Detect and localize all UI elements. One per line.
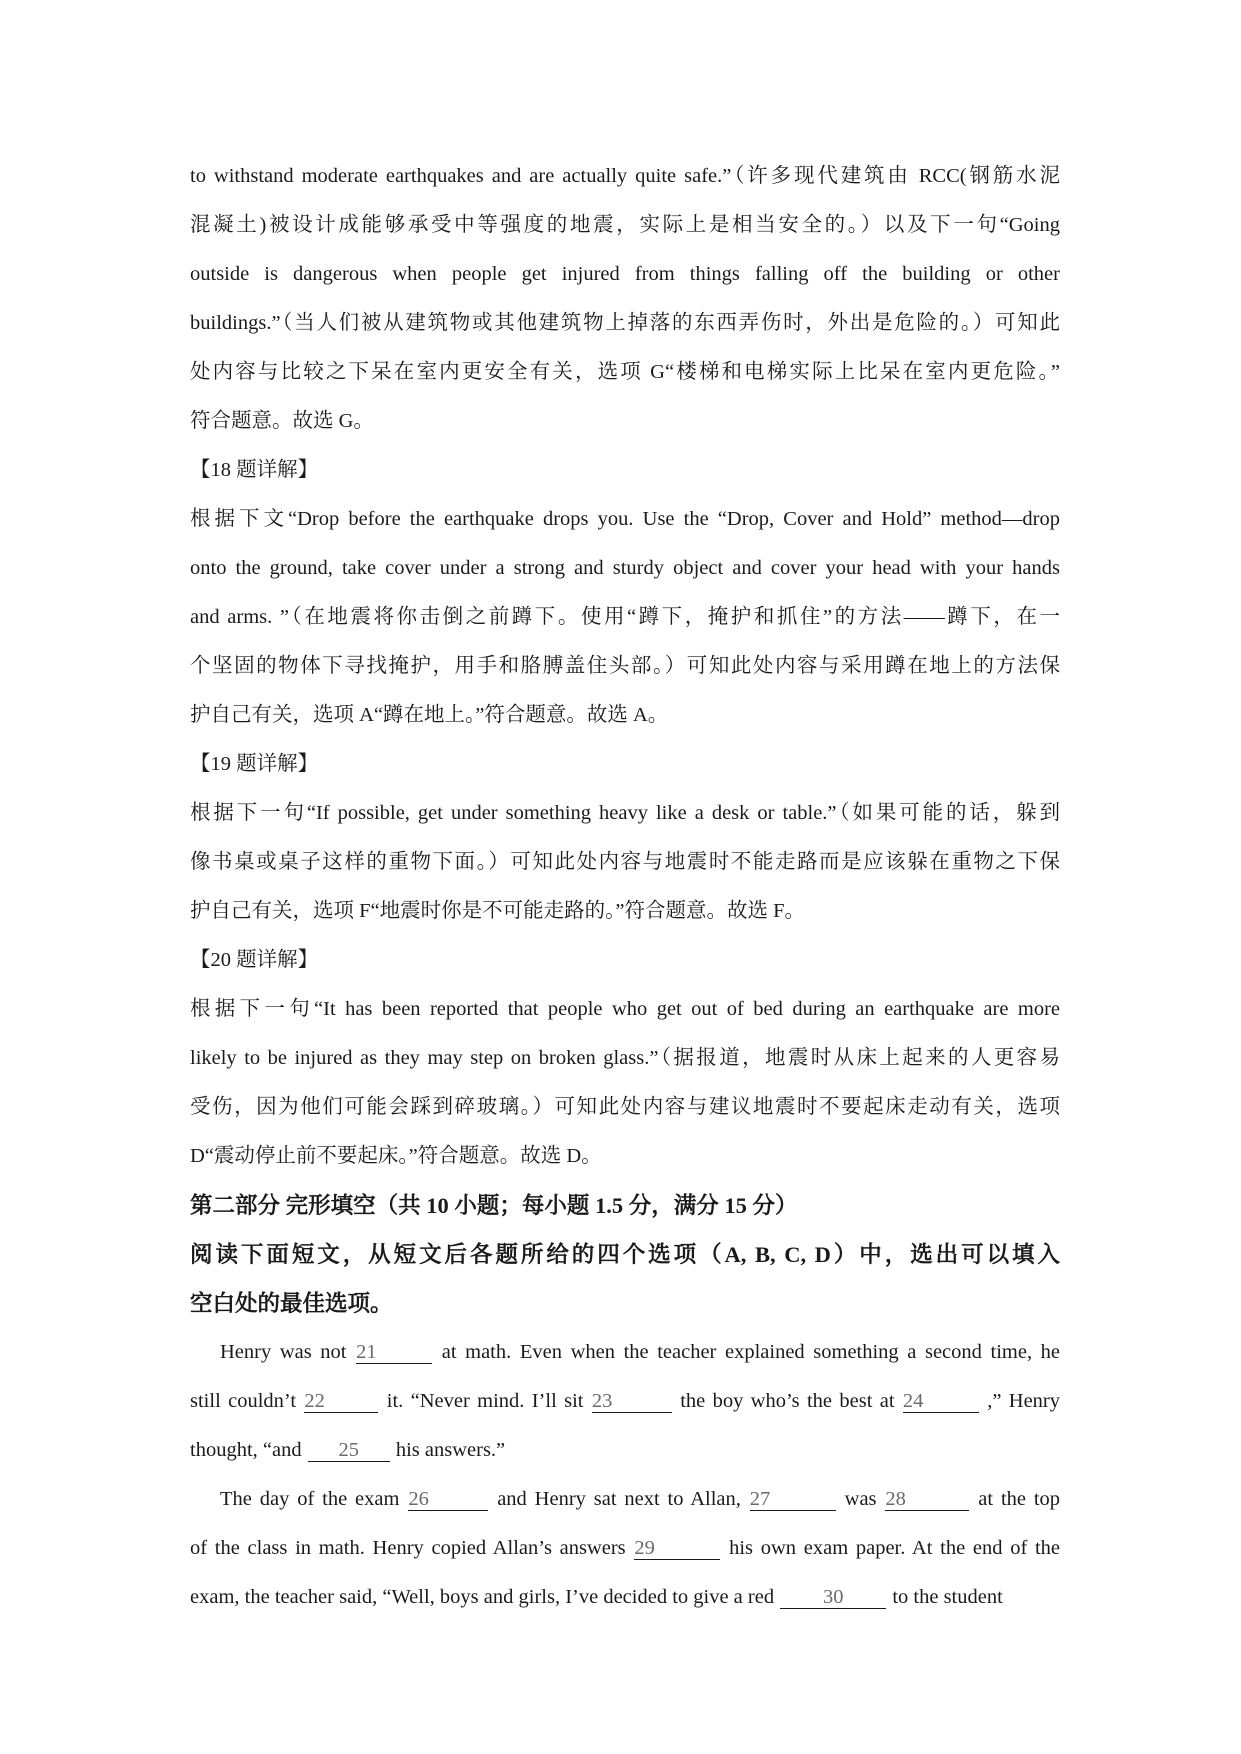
passage-text: and Henry sat next to Allan, bbox=[497, 1488, 741, 1510]
blank-21[interactable]: 21 bbox=[356, 1341, 432, 1364]
text-line: 受伤，因为他们可能会踩到碎玻璃。）可知此处内容与建议地震时不要起床走动有关，选项 bbox=[190, 1096, 1060, 1118]
text-line: 像书桌或桌子这样的重物下面。）可知此处内容与地震时不能走路而是应该躲在重物之下保 bbox=[190, 851, 1060, 873]
passage-line bbox=[190, 1524, 1060, 1573]
text-line: outside is dangerous when people get injured from things falling off the building or other bbox=[190, 263, 1060, 285]
solution-heading-19: 【19 题详解】 bbox=[190, 753, 319, 775]
page-content bbox=[190, 152, 1060, 1622]
blank-26[interactable]: 26 bbox=[408, 1488, 488, 1511]
solution-heading-18: 【18 题详解】 bbox=[190, 459, 319, 481]
section-instruction: 空白处的最佳选项。 bbox=[190, 1291, 393, 1316]
passage-text: still couldn’t bbox=[190, 1390, 297, 1412]
passage-text: his answers.” bbox=[395, 1439, 506, 1461]
blank-24[interactable]: 24 bbox=[903, 1390, 979, 1413]
blank-27[interactable]: 27 bbox=[750, 1488, 836, 1511]
text-line: 根据下一句“It has been reported that people who get out of bed during an earthquake are more bbox=[190, 998, 1060, 1020]
passage-text: to the student bbox=[892, 1586, 1003, 1608]
passage-text: the boy who’s the best at bbox=[680, 1390, 895, 1412]
passage-text: The day of the exam bbox=[220, 1488, 400, 1510]
text-line: likely to be injured as they may step on broken glass.”（据报道，地震时从床上起来的人更容易 bbox=[190, 1047, 1060, 1069]
passage-text: of the class in math. Henry copied Allan’s answers bbox=[190, 1537, 626, 1559]
passage-line bbox=[190, 1377, 1060, 1426]
passage-line bbox=[190, 1426, 1060, 1475]
passage-line bbox=[190, 1328, 1060, 1377]
text-line: 个坚固的物体下寻找掩护，用手和胳膊盖住头部。）可知此处内容与采用蹲在地上的方法保 bbox=[190, 655, 1060, 677]
blank-28[interactable]: 28 bbox=[885, 1488, 969, 1511]
passage-text: at math. Even when the teacher explained something a second time, he bbox=[441, 1341, 1060, 1363]
passage-text: thought, “and bbox=[190, 1439, 302, 1461]
text-line: to withstand moderate earthquakes and are actually quite safe.”（许多现代建筑由 RCC(钢筋水泥 bbox=[190, 165, 1060, 187]
text-line: 根据下一句“If possible, get under something heavy like a desk or table.”（如果可能的话，躲到 bbox=[190, 802, 1060, 824]
text-line: buildings.”（当人们被从建筑物或其他建筑物上掉落的东西弄伤时，外出是危险的。）可知此 bbox=[190, 312, 1060, 334]
passage-text: his own exam paper. At the end of the bbox=[729, 1537, 1060, 1559]
text-line: 符合题意。故选 G。 bbox=[190, 410, 374, 432]
text-line: and arms. ”（在地震将你击倒之前蹲下。使用“蹲下，掩护和抓住”的方法——蹲下，在一 bbox=[190, 606, 1060, 628]
passage-text: it. “Never mind. I’ll sit bbox=[386, 1390, 584, 1412]
blank-23[interactable]: 23 bbox=[592, 1390, 672, 1413]
text-line: 护自己有关，选项 F“地震时你是不可能走路的。”符合题意。故选 F。 bbox=[190, 900, 805, 922]
blank-22[interactable]: 22 bbox=[304, 1390, 378, 1413]
passage-text: at the top bbox=[978, 1488, 1060, 1510]
passage-text: exam, the teacher said, “Well, boys and girls, I’ve decided to give a red bbox=[190, 1586, 775, 1608]
text-line: 处内容与比较之下呆在室内更安全有关，选项 G“楼梯和电梯实际上比呆在室内更危险。” bbox=[190, 361, 1060, 383]
passage-line bbox=[190, 1475, 1060, 1524]
text-line: 混凝土)被设计成能够承受中等强度的地震，实际上是相当安全的。）以及下一句“Going bbox=[190, 214, 1060, 236]
text-line: D“震动停止前不要起床。”符合题意。故选 D。 bbox=[190, 1145, 602, 1167]
passage-line bbox=[190, 1573, 1060, 1622]
section-instruction: 阅读下面短文，从短文后各题所给的四个选项（A, B, C, D）中，选出可以填入 bbox=[190, 1242, 1060, 1267]
passage-text: was bbox=[844, 1488, 877, 1510]
text-line: 护自己有关，选项 A“蹲在地上。”符合题意。故选 A。 bbox=[190, 704, 669, 726]
passage-text: ,” Henry bbox=[987, 1390, 1060, 1412]
solution-heading-20: 【20 题详解】 bbox=[190, 949, 319, 971]
passage-text: Henry was not bbox=[220, 1341, 347, 1363]
section-heading: 第二部分 完形填空（共 10 小题；每小题 1.5 分，满分 15 分） bbox=[190, 1193, 798, 1218]
blank-29[interactable]: 29 bbox=[634, 1537, 720, 1560]
blank-25[interactable]: 25 bbox=[308, 1439, 390, 1462]
blank-30[interactable]: 30 bbox=[780, 1586, 886, 1609]
text-line: 根据下文“Drop before the earthquake drops you. Use the “Drop, Cover and Hold” method—drop bbox=[190, 508, 1060, 530]
text-line: onto the ground, take cover under a strong and sturdy object and cover your head with your hands bbox=[190, 557, 1060, 579]
